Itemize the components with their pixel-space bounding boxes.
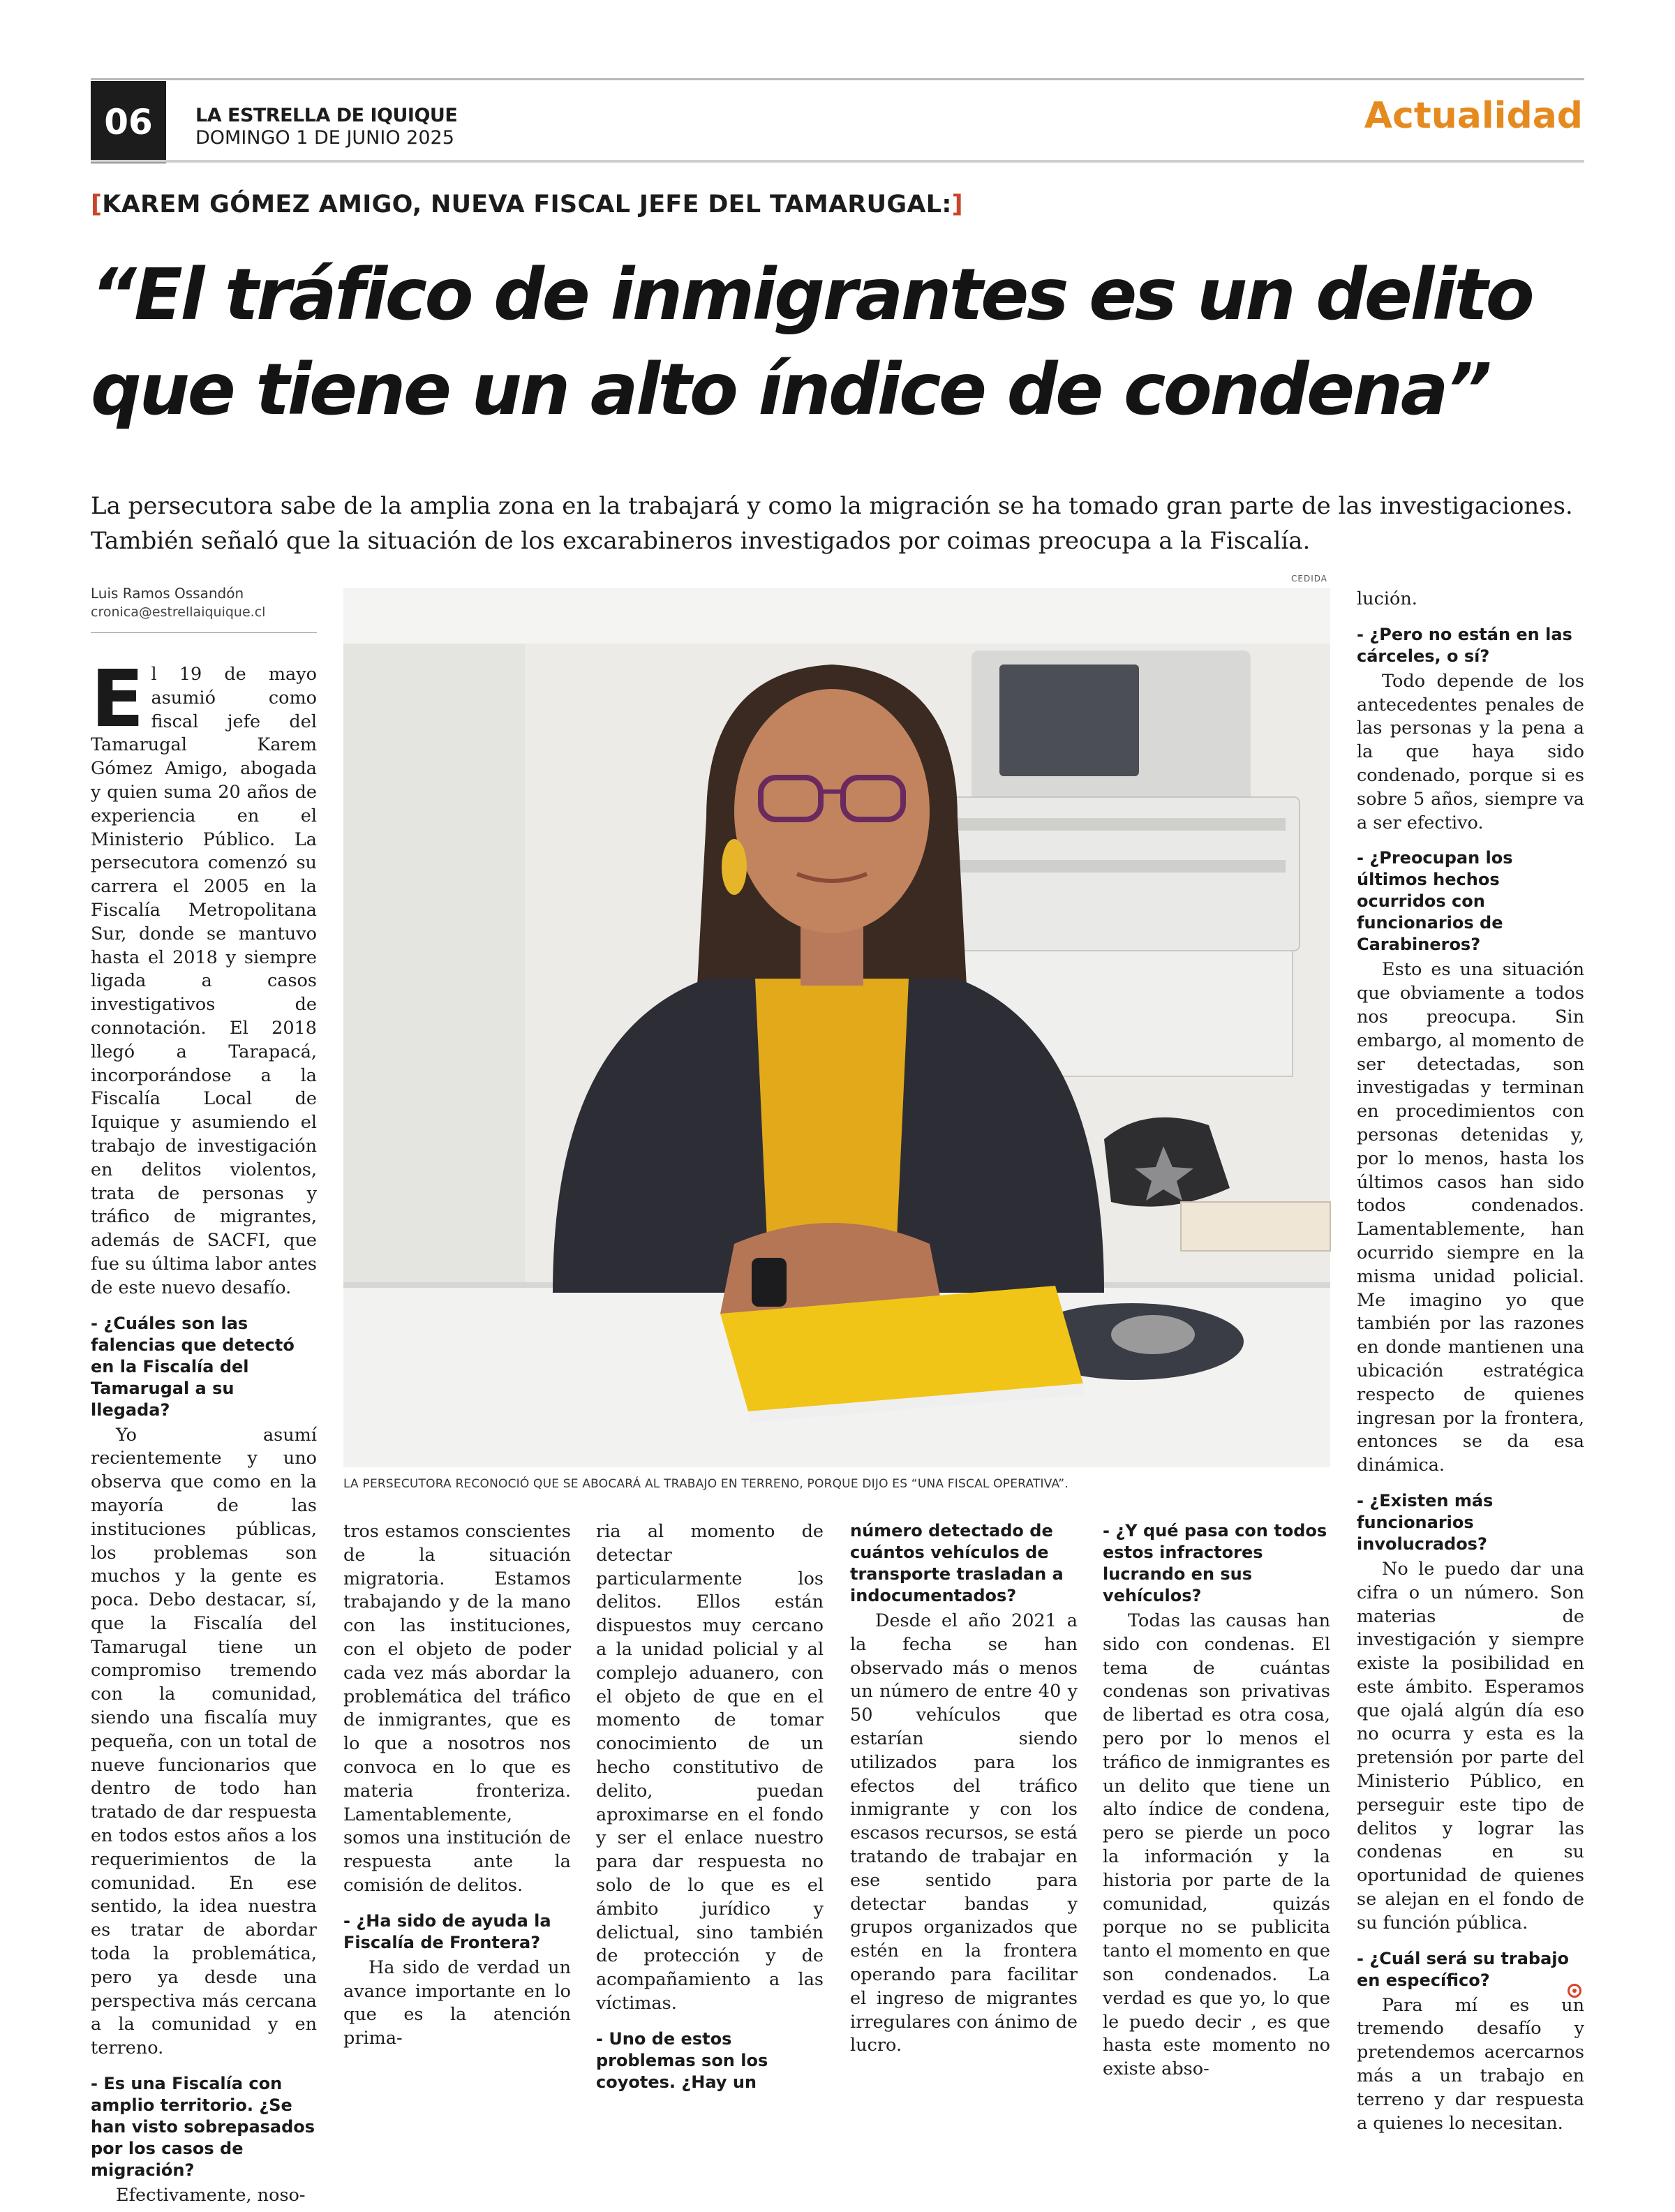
question: - ¿Pero no están en las cárceles, o sí?	[1357, 624, 1572, 666]
deck-line-2: También señaló que la situación de los excarabineros investigados por coimas preocupa a la Fiscalía.	[91, 527, 1311, 555]
issue-date: DOMINGO 1 DE JUNIO 2025	[195, 127, 454, 149]
question: - ¿Cuál será su trabajo en específico?	[1357, 1948, 1569, 1990]
end-of-article-icon	[1568, 1984, 1581, 1998]
question-continued: número detectado de cuántos vehículos de transporte trasladan a indocumentados?	[850, 1521, 1064, 1605]
photo-credit: CEDIDA	[1291, 574, 1327, 584]
article-column-2	[343, 1520, 571, 2055]
question: - Es una Fiscalía con amplio territorio. ¿Se han visto sobrepasados por los casos de migración?	[91, 2074, 315, 2181]
newspaper-name: LA ESTRELLA DE IQUIQUE	[195, 105, 458, 126]
deck	[91, 489, 1584, 558]
kicker	[91, 191, 963, 218]
question: - ¿Preocupan los últimos hechos ocurridos con funcionarios de Carabineros?	[1357, 848, 1513, 955]
headline	[91, 248, 1584, 438]
kicker-bracket-open: [	[91, 191, 103, 218]
question: - ¿Existen más funcionarios involucrados?	[1357, 1490, 1494, 1554]
headline-line-1: “El tráfico de inmigrantes es un delito	[91, 253, 1533, 336]
answer: Efectivamente, noso-	[116, 2185, 306, 2206]
question: - ¿Ha sido de ayuda la Fiscalía de Frontera?	[343, 1910, 551, 1952]
article-photo	[343, 588, 1330, 1467]
headline-line-2: que tiene un alto índice de condena”	[91, 348, 1490, 431]
question: - Uno de estos problemas son los coyotes. ¿Hay un	[596, 2028, 768, 2092]
page-number: 06	[91, 81, 166, 163]
answer-continued: ria al momento de detectar particularmente los delitos. Ellos están dispuestos muy cercano a la unidad policial y al complejo aduanero, con el objeto de que en el momento de tomar conocimiento de un hecho constitutivo de delito, puedan aproximarse en el fondo y ser el enlace nuestro para dar respuesta no solo de lo que es el ámbito jurídico y delictual, sino también de protección y de acompañamiento a las víctimas.	[596, 1521, 824, 2014]
answer: Todo depende de los antecedentes penales de las personas y la pena a la que haya sido condenado, porque si es sobre 5 años, siempre va a ser efectivo.	[1357, 670, 1584, 833]
photo-illustration	[343, 588, 1330, 1467]
article-intro: l 19 de mayo asumió como fiscal jefe del Tamarugal Karem Gómez Amigo, abogada y quien suma 20 años de experiencia en el Ministerio Público. La persecutora comenzó su carrera el 2005 en la Fiscalía Metropolitana Sur, donde se mantuvo hasta el 2018 y siempre ligada a casos investigativos de connotación. El 2018 llegó a Tarapacá, incorporándose a la Fiscalía Local de Iquique y asumiendo el trabajo de investigación en delitos violentos, trata de personas y tráfico de migrantes, además de SACFI, que fue su última labor antes de este nuevo desafío.	[91, 664, 317, 1298]
article-column-6	[1357, 588, 1584, 2139]
article-column-4	[850, 1520, 1078, 2062]
byline-rule	[91, 632, 317, 633]
deck-line-1: La persecutora sabe de la amplia zona en la trabajará y como la migración se ha tomado gran parte de las investigaciones.	[91, 492, 1573, 520]
top-rule	[91, 78, 1584, 80]
answer-continued: lución.	[1357, 588, 1417, 609]
kicker-bracket-close: ]	[951, 191, 963, 218]
answer: Yo asumí recientemente y uno observa que como en la mayoría de las instituciones públicas, los problemas son muchos y la gente es poca. Debo destacar, sí, que la Fiscalía del Tamarugal tiene un compromiso tremendo con la comunidad, siendo una fiscalía muy pequeña, con un total de nueve funcionarios que dentro de todo han tratado de dar respuesta en todos estos años a los requerimientos de la comunidad. En ese sentido, la idea nuestra es tratar de abordar toda la problemática, pero ya desde una perspectiva más cercana a la comunidad y en terreno.	[91, 1424, 317, 2059]
answer: Todas las causas han sido con condenas. El tema de cuántas condenas son privativas de libertad es otra cosa, pero por lo menos el tráfico de inmigrantes es un delito que tiene un alto índice de condena, pero se pierde un poco la información y la historia por parte de la comunidad, quizás porque no se publicita tanto el momento en que son condenados. La verdad es que yo, lo que le puedo decir , es que hasta este momento no existe abso-	[1103, 1610, 1330, 2080]
answer-continued: tros estamos conscientes de la situación migratoria. Estamos trabajando y de la mano con las instituciones, con el objeto de poder cada vez más abordar la problemática del tráfico de inmigrantes, que es lo que a nosotros nos convoca en lo que es materia fronteriza. Lamentablemente, somos una institución de respuesta ante la comisión de delitos.	[343, 1521, 571, 1896]
drop-cap: E	[91, 654, 144, 745]
article-column-3	[596, 1520, 824, 2096]
answer: Ha sido de verdad un avance importante en lo que es la atención prima-	[343, 1957, 571, 2049]
kicker-text: KAREM GÓMEZ AMIGO, NUEVA FISCAL JEFE DEL TAMARUGAL:	[102, 191, 952, 218]
question: - ¿Cuáles son las falencias que detectó en la Fiscalía del Tamarugal a su llegada?	[91, 1313, 295, 1420]
question: - ¿Y qué pasa con todos estos infractores lucrando en sus vehículos?	[1103, 1521, 1327, 1605]
header-rule	[91, 160, 1584, 163]
answer: No le puedo dar una cifra o un número. Son materias de investigación y siempre existe la posibilidad en este ámbito. Esperamos que ojalá algún día eso no ocurra y esta es la pretensión por parte del Ministerio Público, en perseguir este tipo de delitos y lograr las condenas en su oportunidad de quienes se alejan en el fondo de su función pública.	[1357, 1558, 1584, 1933]
photo-caption: LA PERSECUTORA RECONOCIÓ QUE SE ABOCARÁ AL TRABAJO EN TERRENO, PORQUE DIJO ES “UNA FISCAL OPERATIVA”.	[343, 1477, 1069, 1491]
answer: Desde el año 2021 a la fecha se han observado más o menos un número de entre 40 y 50 vehículos que estarían siendo utilizados para los efectos del tráfico inmigrante y con los escasos recursos, se está tratando de trabajar en ese sentido para detectar bandas y grupos organizados que estén en la frontera operando para facilitar el ingreso de migrantes irregulares con ánimo de lucro.	[850, 1610, 1078, 2056]
answer: Para mí es un tremendo desafío y pretendemos acercarnos más a un trabajo en terreno y dar respuesta a quienes lo necesitan.	[1357, 1994, 1584, 2134]
article-column-5	[1103, 1520, 1330, 2086]
byline-author: Luis Ramos Ossandón	[91, 585, 244, 602]
answer: Esto es una situación que obviamente a todos nos preocupa. Sin embargo, al momento de ser detectadas, son investigadas y terminan en procedimientos con personas detenidas y, por lo menos, hasta los últimos casos han sido todos condenados. Lamentablemente, han ocurrido siempre en la misma unidad policial. Me imagino yo que también por las razones en donde mantienen una ubicación estratégica respecto de quienes ingresan por la frontera, entonces se da esa dinámica.	[1357, 959, 1584, 1476]
printer-screen	[999, 665, 1139, 776]
section-label: Actualidad	[1364, 95, 1583, 137]
article-column-1	[91, 654, 317, 2212]
byline-email: cronica@estrellaiquique.cl	[91, 604, 266, 620]
